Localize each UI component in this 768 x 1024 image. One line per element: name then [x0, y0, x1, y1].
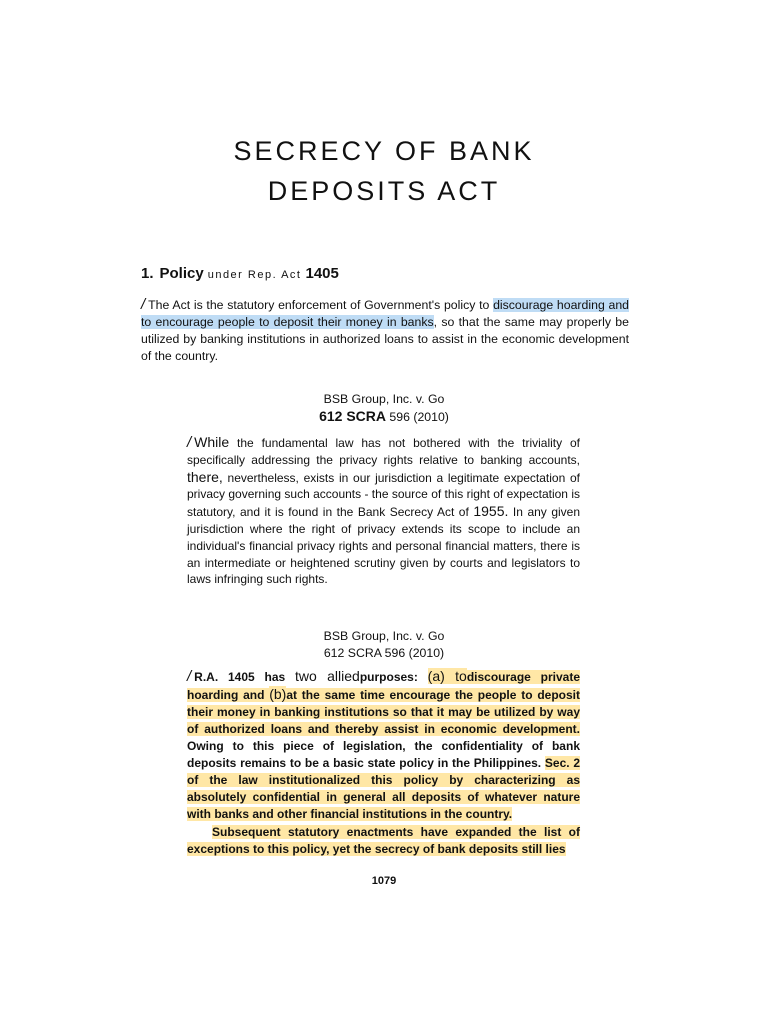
section-under-text: under Rep. Act	[207, 269, 302, 281]
quote1-while: While	[194, 434, 230, 450]
quote2-two-allied: two allied	[294, 668, 360, 684]
intro-highlight: discourage hoarding and to encourage people to deposit their money in banks	[141, 298, 629, 329]
quote1-year: 1955.	[473, 503, 509, 520]
check-mark-icon: /	[141, 296, 146, 313]
section-heading	[141, 265, 339, 282]
title-line-2: DEPOSITS ACT	[267, 176, 501, 206]
case2-name: BSB Group, Inc. v. Go	[323, 629, 445, 643]
quote3-text: Subsequent statutory enactments have expanded the list of exceptions to this policy, yet the secrecy of bank deposits still lies	[187, 825, 580, 856]
case1-rest: 596 (2010)	[389, 410, 449, 424]
check-mark-icon: /	[187, 668, 192, 685]
intro-paragraph	[141, 296, 629, 365]
quote1-text-b: nevertheless, exists in our jurisdiction a legitimate expectation of privacy governing such accounts - the source of this right of expectation is statutory, and it is found in the Bank Secrecy Act of	[187, 470, 580, 520]
section-policy-word: Policy	[159, 265, 204, 282]
intro-text-pre: The Act is the statutory enforcement of Government's policy to	[148, 298, 494, 312]
title-line-1: SECRECY OF BANK	[233, 136, 535, 166]
quote1-there: there,	[187, 468, 223, 485]
case1-citation	[0, 408, 768, 426]
quote2-text-discourage: discourage private hoarding and	[187, 670, 580, 702]
quote2-text-sec2: Sec. 2 of the law institutionalized this policy by characterizing as absolutely confidential in general all deposits of whatever nature with banks and other financial institutions in the country.	[187, 756, 580, 821]
quote2-text-owing: Owing to this piece of legislation, the confidentiality of bank deposits remains to be a basic state policy in the Philippines.	[187, 739, 580, 770]
quote2-mark-a: (a) to	[427, 668, 467, 684]
quote2-text-encourage: at the same time encourage the people to deposit their money in banking institutions so that it may be utilized by way of authorized loans and thereby assist in economic development.	[187, 688, 580, 736]
case2-citation: 612 SCRA 596 (2010)	[323, 646, 445, 660]
case1-name: BSB Group, Inc. v. Go	[323, 392, 445, 406]
case1-scra: 612 SCRA	[319, 408, 386, 424]
quote1-paragraph	[187, 434, 580, 588]
quote2-text-a: R.A. 1405 has	[194, 670, 295, 684]
quote3-paragraph	[187, 824, 580, 858]
check-mark-icon: /	[187, 434, 192, 451]
quote2-paragraph	[187, 668, 580, 823]
intro-text-post: , so that the same may properly be utilized by banking institutions in authorized loans to assist in the economic development of the country.	[141, 315, 629, 363]
section-act-number: 1405	[305, 265, 339, 282]
quote2-text-purposes: purposes:	[359, 670, 428, 684]
section-number: 1.	[141, 265, 154, 282]
page-number: 1079	[371, 875, 397, 887]
quote1-text-c: In any given jurisdiction where the right of privacy extends its scope to include an individual's financial privacy rights and personal financial matters, there is an intermediate or heightened scrutiny given by courts and legislators to laws infringing such rights.	[187, 505, 581, 587]
quote2-mark-b: (b)	[269, 686, 287, 702]
quote1-text-a: the fundamental law has not bothered with the triviality of specifically addressing the privacy rights relative to banking accounts,	[187, 436, 580, 467]
